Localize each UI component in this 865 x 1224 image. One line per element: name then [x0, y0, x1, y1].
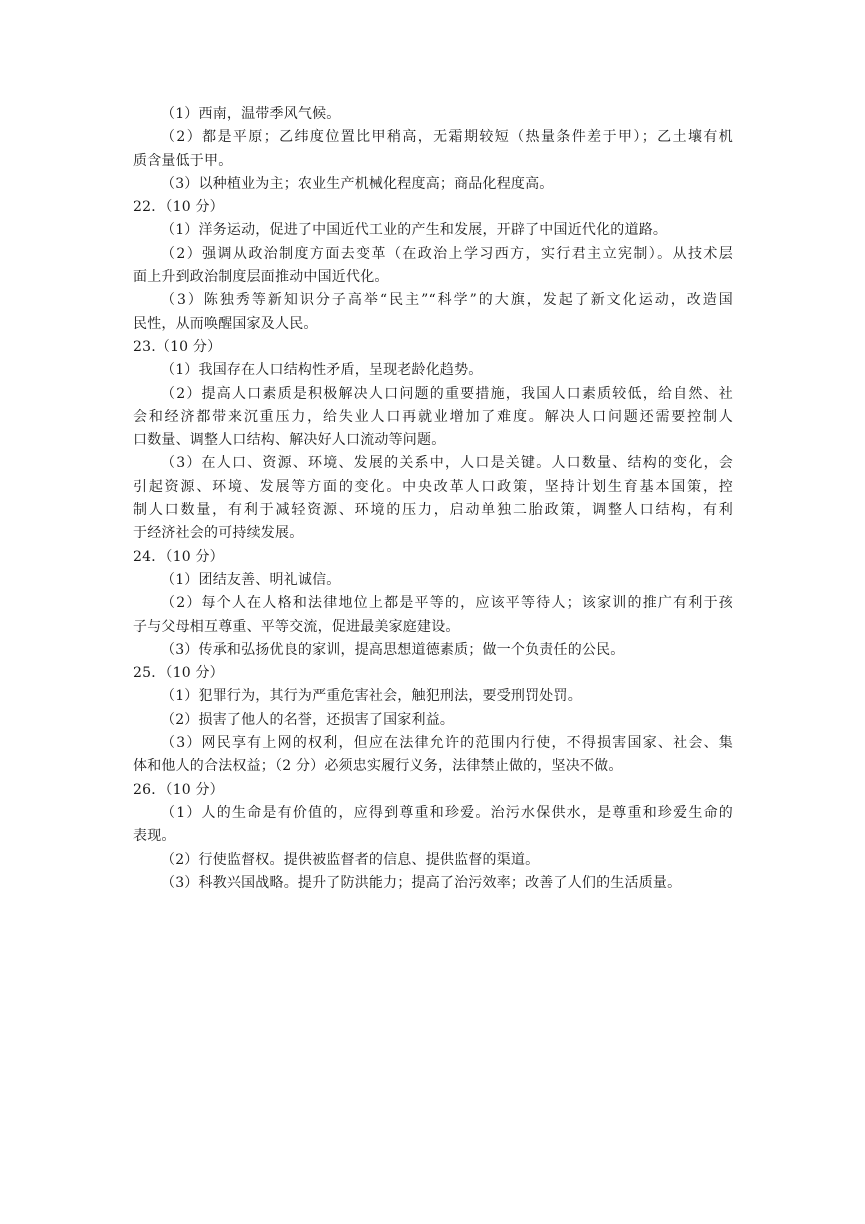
q22-header: 22．（10 分） [133, 199, 224, 216]
q26-answer-1-line-2: 表现。 [133, 828, 176, 845]
q24-answer-2-line-1: （2）每个人在人格和法律地位上都是平等的，应该平等待人；该家训的推广有利于孩 [161, 595, 733, 612]
q21-answer-3: （3）以种植业为主；农业生产机械化程度高；商品化程度高。 [161, 175, 554, 192]
q25-answer-3-line-1: （3）网民享有上网的权利，但应在法律允许的范围内行使，不得损害国家、社会、集 [161, 735, 733, 752]
q24-header: 24．（10 分） [133, 548, 224, 565]
q26-header: 26．（10 分） [133, 781, 224, 798]
q24-answer-1: （1）团结友善、明礼诚信。 [161, 571, 341, 588]
answer-text-block [133, 103, 733, 895]
q25-answer-1: （1）犯罪行为，其行为严重危害社会，触犯刑法，要受刑罚处罚。 [161, 688, 582, 705]
q23-answer-3-line-3: 制人口数量，有利于减轻资源、环境的压力，启动单独二胎政策，调整人口结构，有利 [133, 502, 733, 519]
q24-answer-2-line-2: 子与父母相互尊重、平等交流，促进最美家庭建设。 [133, 618, 460, 635]
q21-answer-2-line-2: 质含量低于甲。 [133, 152, 233, 169]
q25-answer-2: （2）损害了他人的名誉，还损害了国家利益。 [161, 711, 455, 728]
q26-answer-2: （2）行使监督权。提供被监督者的信息、提供监督的渠道。 [161, 851, 540, 868]
q23-answer-3-line-4: 于经济社会的可持续发展。 [133, 525, 304, 542]
q22-answer-1: （1）洋务运动，促进了中国近代工业的产生和发展，开辟了中国近代化的道路。 [161, 222, 668, 239]
q23-header: 23.（10 分） [133, 338, 222, 355]
q23-answer-2-line-2: 会和经济都带来沉重压力，给失业人口再就业增加了难度。解决人口问题还需要控制人 [133, 408, 733, 425]
q25-header: 25．（10 分） [133, 665, 224, 682]
q23-answer-1: （1）我国存在人口结构性矛盾，呈现老龄化趋势。 [161, 362, 483, 379]
q26-answer-1-line-1: （1）人的生命是有价值的，应得到尊重和珍爱。治污水保供水，是尊重和珍爱生命的 [161, 804, 733, 821]
q22-answer-3-line-1: （3）陈独秀等新知识分子高举“民主”“科学”的大旗，发起了新文化运动，改造国 [161, 292, 733, 309]
q22-answer-2-line-2: 面上升到政治制度层面推动中国近代化。 [133, 269, 389, 286]
q22-answer-3-line-2: 民性，从而唤醒国家及人民。 [133, 315, 318, 332]
q23-answer-2-line-3: 口数量、调整人口结构、解决好人口流动等问题。 [133, 432, 446, 449]
q23-answer-2-line-1: （2）提高人口素质是积极解决人口问题的重要措施，我国人口素质较低，给自然、社 [161, 385, 733, 402]
q22-answer-2-line-1: （2）强调从政治制度方面去变革（在政治上学习西方，实行君主立宪制）。从技术层 [161, 245, 733, 262]
q26-answer-3: （3）科教兴国战略。提升了防洪能力；提高了治污效率；改善了人们的生活质量。 [161, 874, 682, 891]
q23-answer-3-line-1: （3）在人口、资源、环境、发展的关系中，人口是关键。人口数量、结构的变化，会 [161, 455, 733, 472]
q21-answer-1: （1）西南，温带季风气候。 [161, 106, 341, 122]
q23-answer-3-line-2: 引起资源、环境、发展等方面的变化。中央改革人口政策，坚持计划生育基本国策，控 [133, 478, 733, 495]
q25-answer-3-line-2: 体和他人的合法权益；（2 分）必须忠实履行义务，法律禁止做的，坚决不做。 [133, 758, 623, 775]
q24-answer-3: （3）传承和弘扬优良的家训，提高思想道德素质；做一个负责任的公民。 [161, 641, 625, 658]
q21-answer-2-line-1: （2）都是平原；乙纬度位置比甲稍高，无霜期较短（热量条件差于甲）；乙土壤有机 [161, 129, 733, 146]
